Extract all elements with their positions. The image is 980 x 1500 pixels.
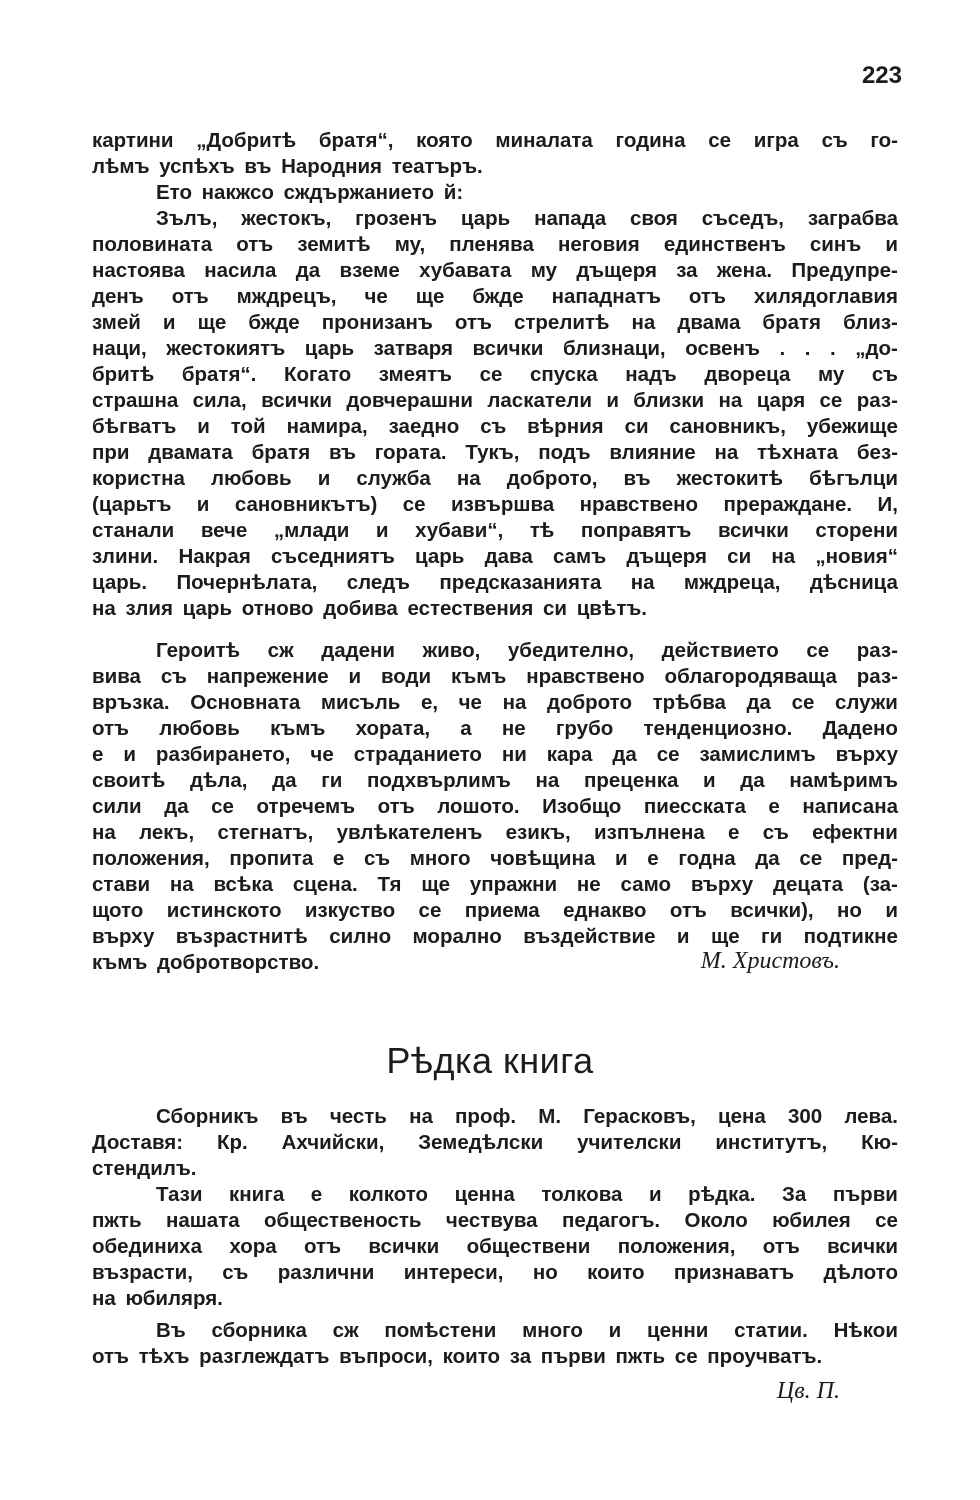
text-line: лѣмъ успѣхъ въ Народния театъръ. (92, 155, 483, 178)
text-line: обединиха хора отъ всички обществени положения, отъ всички (92, 1235, 898, 1258)
text-line: денъ отъ мждрецъ, че ще бжде нападнатъ отъ хилядоглавия (92, 285, 898, 308)
text-line: настоява насила да вземе хубавата му дъщеря за жена. Предупре- (92, 259, 898, 282)
text-line: бѣгватъ и той намира, заедно съ вѣрния си сановникъ, убежище (92, 415, 898, 438)
page-number: 223 (861, 62, 902, 89)
text-line: (царьтъ и сановникътъ) се извършва нравствено прераждане. И, (92, 493, 898, 516)
text-line: злини. Накрая съседниятъ царь дава самъ дъщеря си на „новия“ (92, 545, 898, 568)
text-line: картини „Добритѣ братя“, която миналата година се игра съ го- (92, 129, 898, 152)
notice-text (92, 1104, 898, 1370)
text-line: своитѣ дѣла, да ги подхвърлимъ на преценка и да намѣримъ (92, 769, 898, 792)
text-line: половината отъ земитѣ му, пленява неговия единственъ синъ и (92, 233, 898, 256)
paragraph (92, 128, 898, 180)
text-line: Ето накжсо сждържанието й: (156, 181, 464, 204)
text-line: при двамата братя въ гората. Тукъ, подъ влияние на тѣхната без- (92, 441, 898, 464)
text-line: Доставя: Кр. Ахчийски, Земедѣлски учителски институтъ, Кю- (92, 1131, 898, 1154)
paragraph (92, 1182, 898, 1312)
text-line: отъ любовь къмъ хората, а не грубо тенденциозно. Дадено (92, 717, 898, 740)
section-heading: Рѣдка книга (386, 1040, 594, 1081)
text-line: на юбиляря. (92, 1287, 223, 1310)
text-line: вива съ напрежение и води къмъ нравствено облагородяваща раз- (92, 665, 898, 688)
text-line: къмъ добротворство. (92, 951, 320, 974)
text-line: царь. Почернѣлата, следъ предсказанията на мждреца, дѣсница (92, 571, 898, 594)
text-line: пжть нашата общественость чествува педагогъ. Около юбилея се (92, 1209, 898, 1232)
review-signature: М. Христовъ. (700, 948, 840, 974)
paragraph (92, 206, 898, 622)
text-line: наци, жестокиятъ царь затваря всички близнаци, освенъ . . . „до- (92, 337, 898, 360)
paragraph (92, 180, 898, 206)
text-line: на лекъ, стегнатъ, увлѣкателенъ езикъ, изпълнена е съ ефектни (92, 821, 898, 844)
text-line: връзка. Основната мисъль е, че на доброто трѣбва да се служи (92, 691, 898, 714)
text-line: Героитѣ сж дадени живо, убедително, действието се раз- (156, 639, 898, 662)
paragraph (92, 1104, 898, 1182)
text-line: змей и ще бжде пронизанъ отъ стрелитѣ на двама братя близ- (92, 311, 898, 334)
text-line: Сборникъ въ честь на проф. М. Герасковъ, цена 300 лева. (156, 1105, 898, 1128)
text-line: страшна сила, всички довчерашни ласкатели и близки на царя се раз- (92, 389, 898, 412)
notice-signature: Цв. П. (776, 1378, 840, 1404)
text-line: щото истинското изкуство се приема еднакво отъ всички), но и (92, 899, 898, 922)
text-line: Въ сборника сж помѣстени много и ценни статии. Нѣкои (156, 1319, 898, 1342)
text-line: отъ тѣхъ разглеждатъ въпроси, които за първи пжть се проучватъ. (92, 1345, 823, 1368)
paragraph (92, 638, 898, 976)
text-line: стендилъ. (92, 1157, 197, 1180)
text-line: сили да се отречемъ отъ лошото. Изобщо пиесската е написана (92, 795, 898, 818)
text-line: възрасти, съ различни интереси, но които признаватъ дѣлото (92, 1261, 898, 1284)
text-line: върху възрастнитѣ силно морално въздействие и ще ги подтикне (92, 925, 898, 948)
review-text (92, 128, 898, 976)
text-line: положения, пропита е съ много човѣщина и е годна да се пред- (92, 847, 898, 870)
text-line: стави на всѣка сцена. Тя ще упражни не само върху децата (за- (92, 873, 898, 896)
paragraph (92, 1318, 898, 1370)
text-line: е и разбирането, че страданието ни кара да се замислимъ върху (92, 743, 898, 766)
text-line: станали вече „млади и хубави“, тѣ поправятъ всички сторени (92, 519, 898, 542)
text-line: Зълъ, жестокъ, грозенъ царь напада своя съседъ, заграбва (156, 207, 898, 230)
text-line: Тази книга е колкото ценна толкова и рѣдка. За първи (156, 1183, 898, 1206)
text-line: бритѣ братя“. Когато змеятъ се спуска надъ двореца му съ (92, 363, 898, 386)
text-line: на злия царь отново добива естествения си цвѣтъ. (92, 597, 647, 620)
text-line: користна любовь и служба на доброто, въ жестокитѣ бѣгълци (92, 467, 898, 490)
